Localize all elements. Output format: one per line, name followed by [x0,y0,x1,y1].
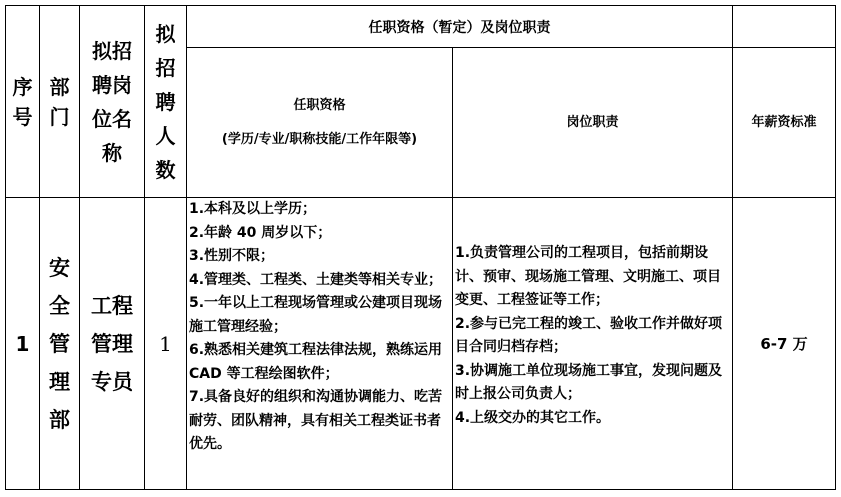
row-duties [453,198,733,490]
header-duties-text: 岗位职责 [566,114,619,130]
duty-item: 1.负责管理公司的工程项目，包括前期设计、预审、现场施工管理、文明施工、项目变更、工程签证等工作； [455,245,721,308]
recruitment-table [5,5,836,490]
qualification-item: 6.熟悉相关建筑工程法律法规，熟练运用 CAD 等工程绘图软件； [189,342,443,382]
qualification-item: 7.具备良好的组织和沟通协调能力、吃苦耐劳、团队精神，具有相关工程类证书者优先。 [189,389,443,452]
row-count-text: 1 [159,331,172,356]
row-seq [6,198,40,490]
qualification-item: 1.本科及以上学历； [189,201,317,217]
header-count-text: 拟招聘人数 [155,21,176,182]
qualification-item: 2.年龄 40 周岁以下； [189,224,332,241]
duty-item: 4.上级交办的其它工作。 [455,409,611,426]
header-count [145,6,187,198]
header-dept-text: 部门 [49,74,70,129]
row-position-text: 工程管理专员 [91,293,133,394]
row-seq-text: 1 [15,331,30,356]
qualification-item: 3.性别不限； [189,248,275,264]
row-salary [733,198,836,490]
header-qual-title: 任职资格 [293,97,346,113]
row-dept-text: 安全管理部 [49,255,70,432]
duty-item: 3.协调施工单位现场施工事宜，发现问题及时上报公司负责人； [455,362,723,402]
header-empty [733,6,836,48]
header-seq-text: 序号 [12,74,33,129]
row-dept [40,198,80,490]
header-position-text: 拟招聘岗位名称 [92,38,132,165]
header-duties [453,48,733,198]
header-qual [187,48,453,198]
header-group-text: 任职资格（暂定）及岗位职责 [368,19,551,36]
header-qual-sub: (学历/专业/职称技能/工作年限等) [221,131,418,147]
row-salary-text: 6-7 万 [760,335,808,353]
header-dept [40,6,80,198]
row-qualifications [187,198,453,490]
header-seq [6,6,40,198]
qualification-item: 5.一年以上工程现场管理或公建项目现场施工管理经验； [189,295,443,335]
header-group [187,6,733,48]
qualification-list [187,198,452,457]
qualification-item: 4.管理类、工程类、土建类等相关专业； [189,271,443,288]
header-salary-text: 年薪资标准 [751,114,817,130]
row-position [80,198,145,490]
header-position [80,6,145,198]
header-salary [733,48,836,198]
duty-list [453,242,732,430]
row-count [145,198,187,490]
duty-item: 2.参与已完工程的竣工、验收工作并做好项目合同归档存档； [455,315,723,355]
